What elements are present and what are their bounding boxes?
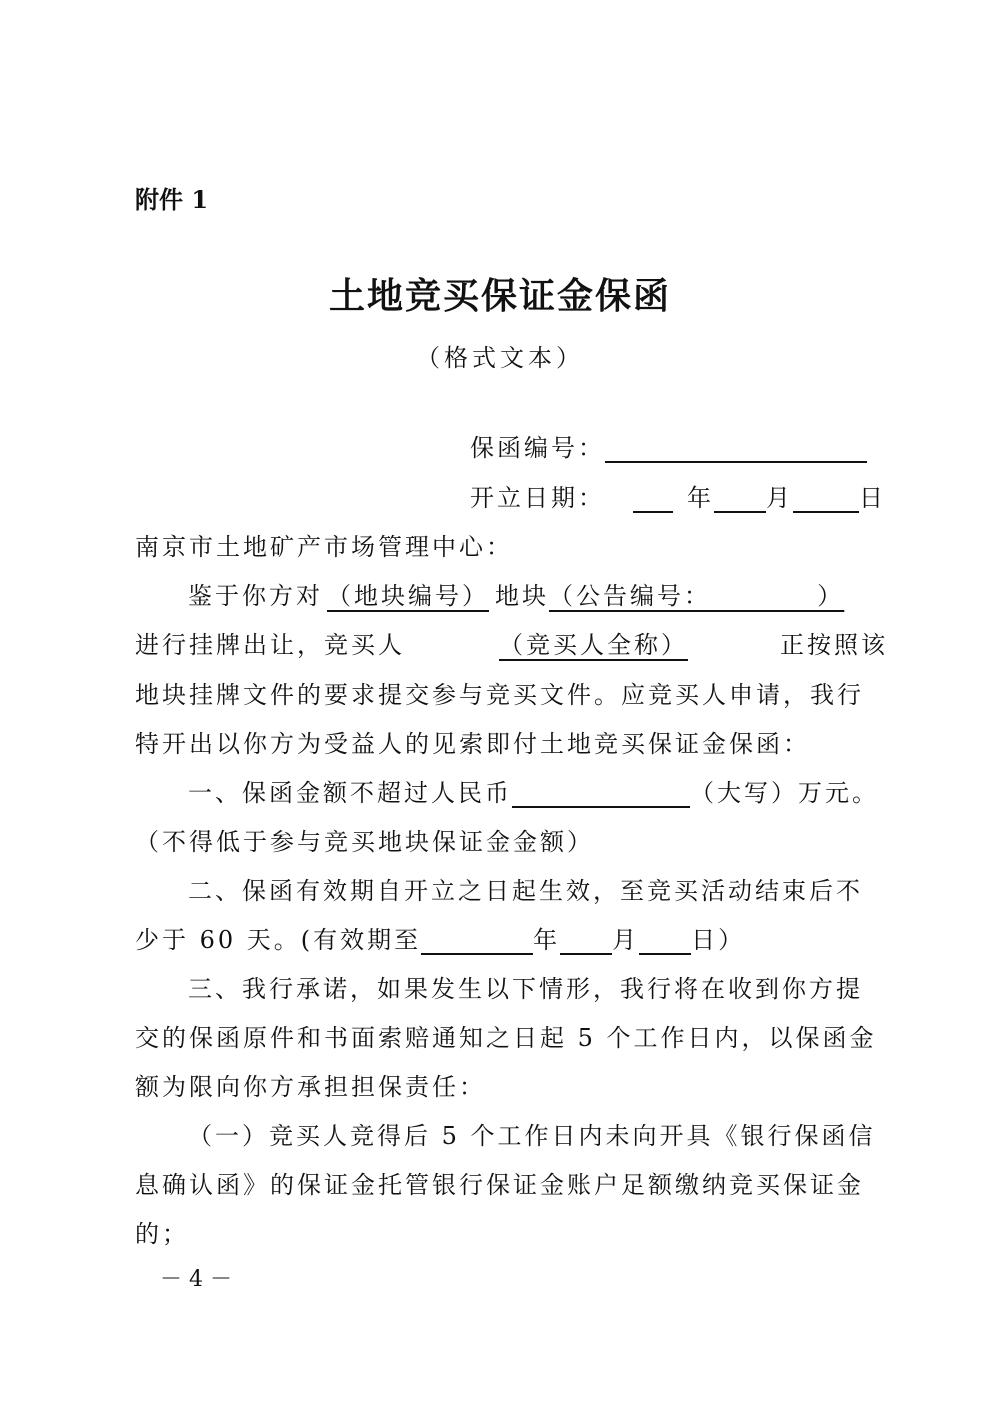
validity-day-label: 日 — [691, 926, 719, 954]
sub-clause-1-line-b: 息确认函》的保证金托管银行保证金账户足额缴纳竞买保证金 — [135, 1171, 864, 1199]
paragraph-line-2 — [135, 625, 888, 660]
clause-1-text-a: 一、保函金额不超过人民币 — [188, 779, 512, 807]
clause-2-line-a: 二、保函有效期自开立之日起生效，至竞买活动结束后不 — [188, 877, 863, 905]
page-title: 土地竞买保证金保函 — [328, 275, 671, 317]
page-number: － 4 － — [160, 1267, 232, 1292]
validity-day-blank — [639, 923, 691, 955]
plot-number-field: （地块编号） — [327, 582, 489, 610]
addressee: 南京市土地矿产市场管理中心： — [135, 533, 513, 561]
clause-2-text-b: 少于 60 天。(有效期至 — [135, 926, 422, 954]
paragraph-line-4: 特开出以你方为受益人的见索即付土地竞买保证金保函： — [135, 730, 810, 758]
guarantee-number-label: 保函编号： — [470, 434, 605, 462]
clause-3-line-c: 额为限向你方承担担保责任： — [135, 1073, 486, 1101]
month-label: 月 — [766, 484, 793, 512]
notice-number-field: （公告编号： ） — [549, 582, 845, 610]
attachment-label: 附件 1 — [135, 185, 209, 214]
paragraph-line-3: 地块挂牌文件的要求提交参与竞买文件。应竞买人申请，我行 — [135, 681, 864, 709]
sub-clause-1-line-a: （一）竞买人竞得后 5 个工作日内未向开具《银行保函信 — [188, 1122, 876, 1150]
validity-year-label: 年 — [533, 926, 561, 954]
clause-1-line — [188, 773, 879, 808]
clause-2-line-b — [135, 920, 745, 955]
validity-year-blank — [421, 923, 533, 955]
year-label: 年 — [687, 484, 714, 512]
clause-2-text-c: ） — [718, 926, 746, 954]
guarantee-number-blank — [605, 431, 867, 463]
day-blank — [793, 481, 859, 513]
subtitle: （格式文本） — [416, 344, 584, 372]
bidder-name-field: （竞买人全称） — [499, 631, 688, 659]
clause-1-text-b: （大写）万元。 — [690, 779, 879, 807]
clause-3-line-a: 三、我行承诺，如果发生以下情形，我行将在收到你方提 — [188, 975, 863, 1003]
guarantee-number-row — [470, 428, 867, 463]
p1-text-a: 鉴于你方对 — [188, 582, 323, 610]
p1-text-b: 地块 — [495, 582, 549, 610]
p2-text-a: 进行挂牌出让，竞买人 — [135, 631, 405, 659]
clause-3-line-b: 交的保函原件和书面索赔通知之日起 5 个工作日内，以保函金 — [135, 1024, 877, 1052]
issue-date-label: 开立日期： — [470, 484, 605, 512]
month-blank — [714, 481, 766, 513]
validity-month-blank — [560, 923, 612, 955]
year-blank — [633, 481, 673, 513]
validity-month-label: 月 — [612, 926, 640, 954]
clause-1-note: （不得低于参与竞买地块保证金金额） — [135, 828, 594, 856]
day-label: 日 — [859, 484, 886, 512]
amount-blank — [512, 776, 690, 808]
sub-clause-1-line-c: 的； — [135, 1220, 189, 1248]
issue-date-row — [470, 478, 886, 513]
paragraph-line-1 — [188, 576, 844, 611]
p2-text-b: 正按照该 — [780, 631, 888, 659]
